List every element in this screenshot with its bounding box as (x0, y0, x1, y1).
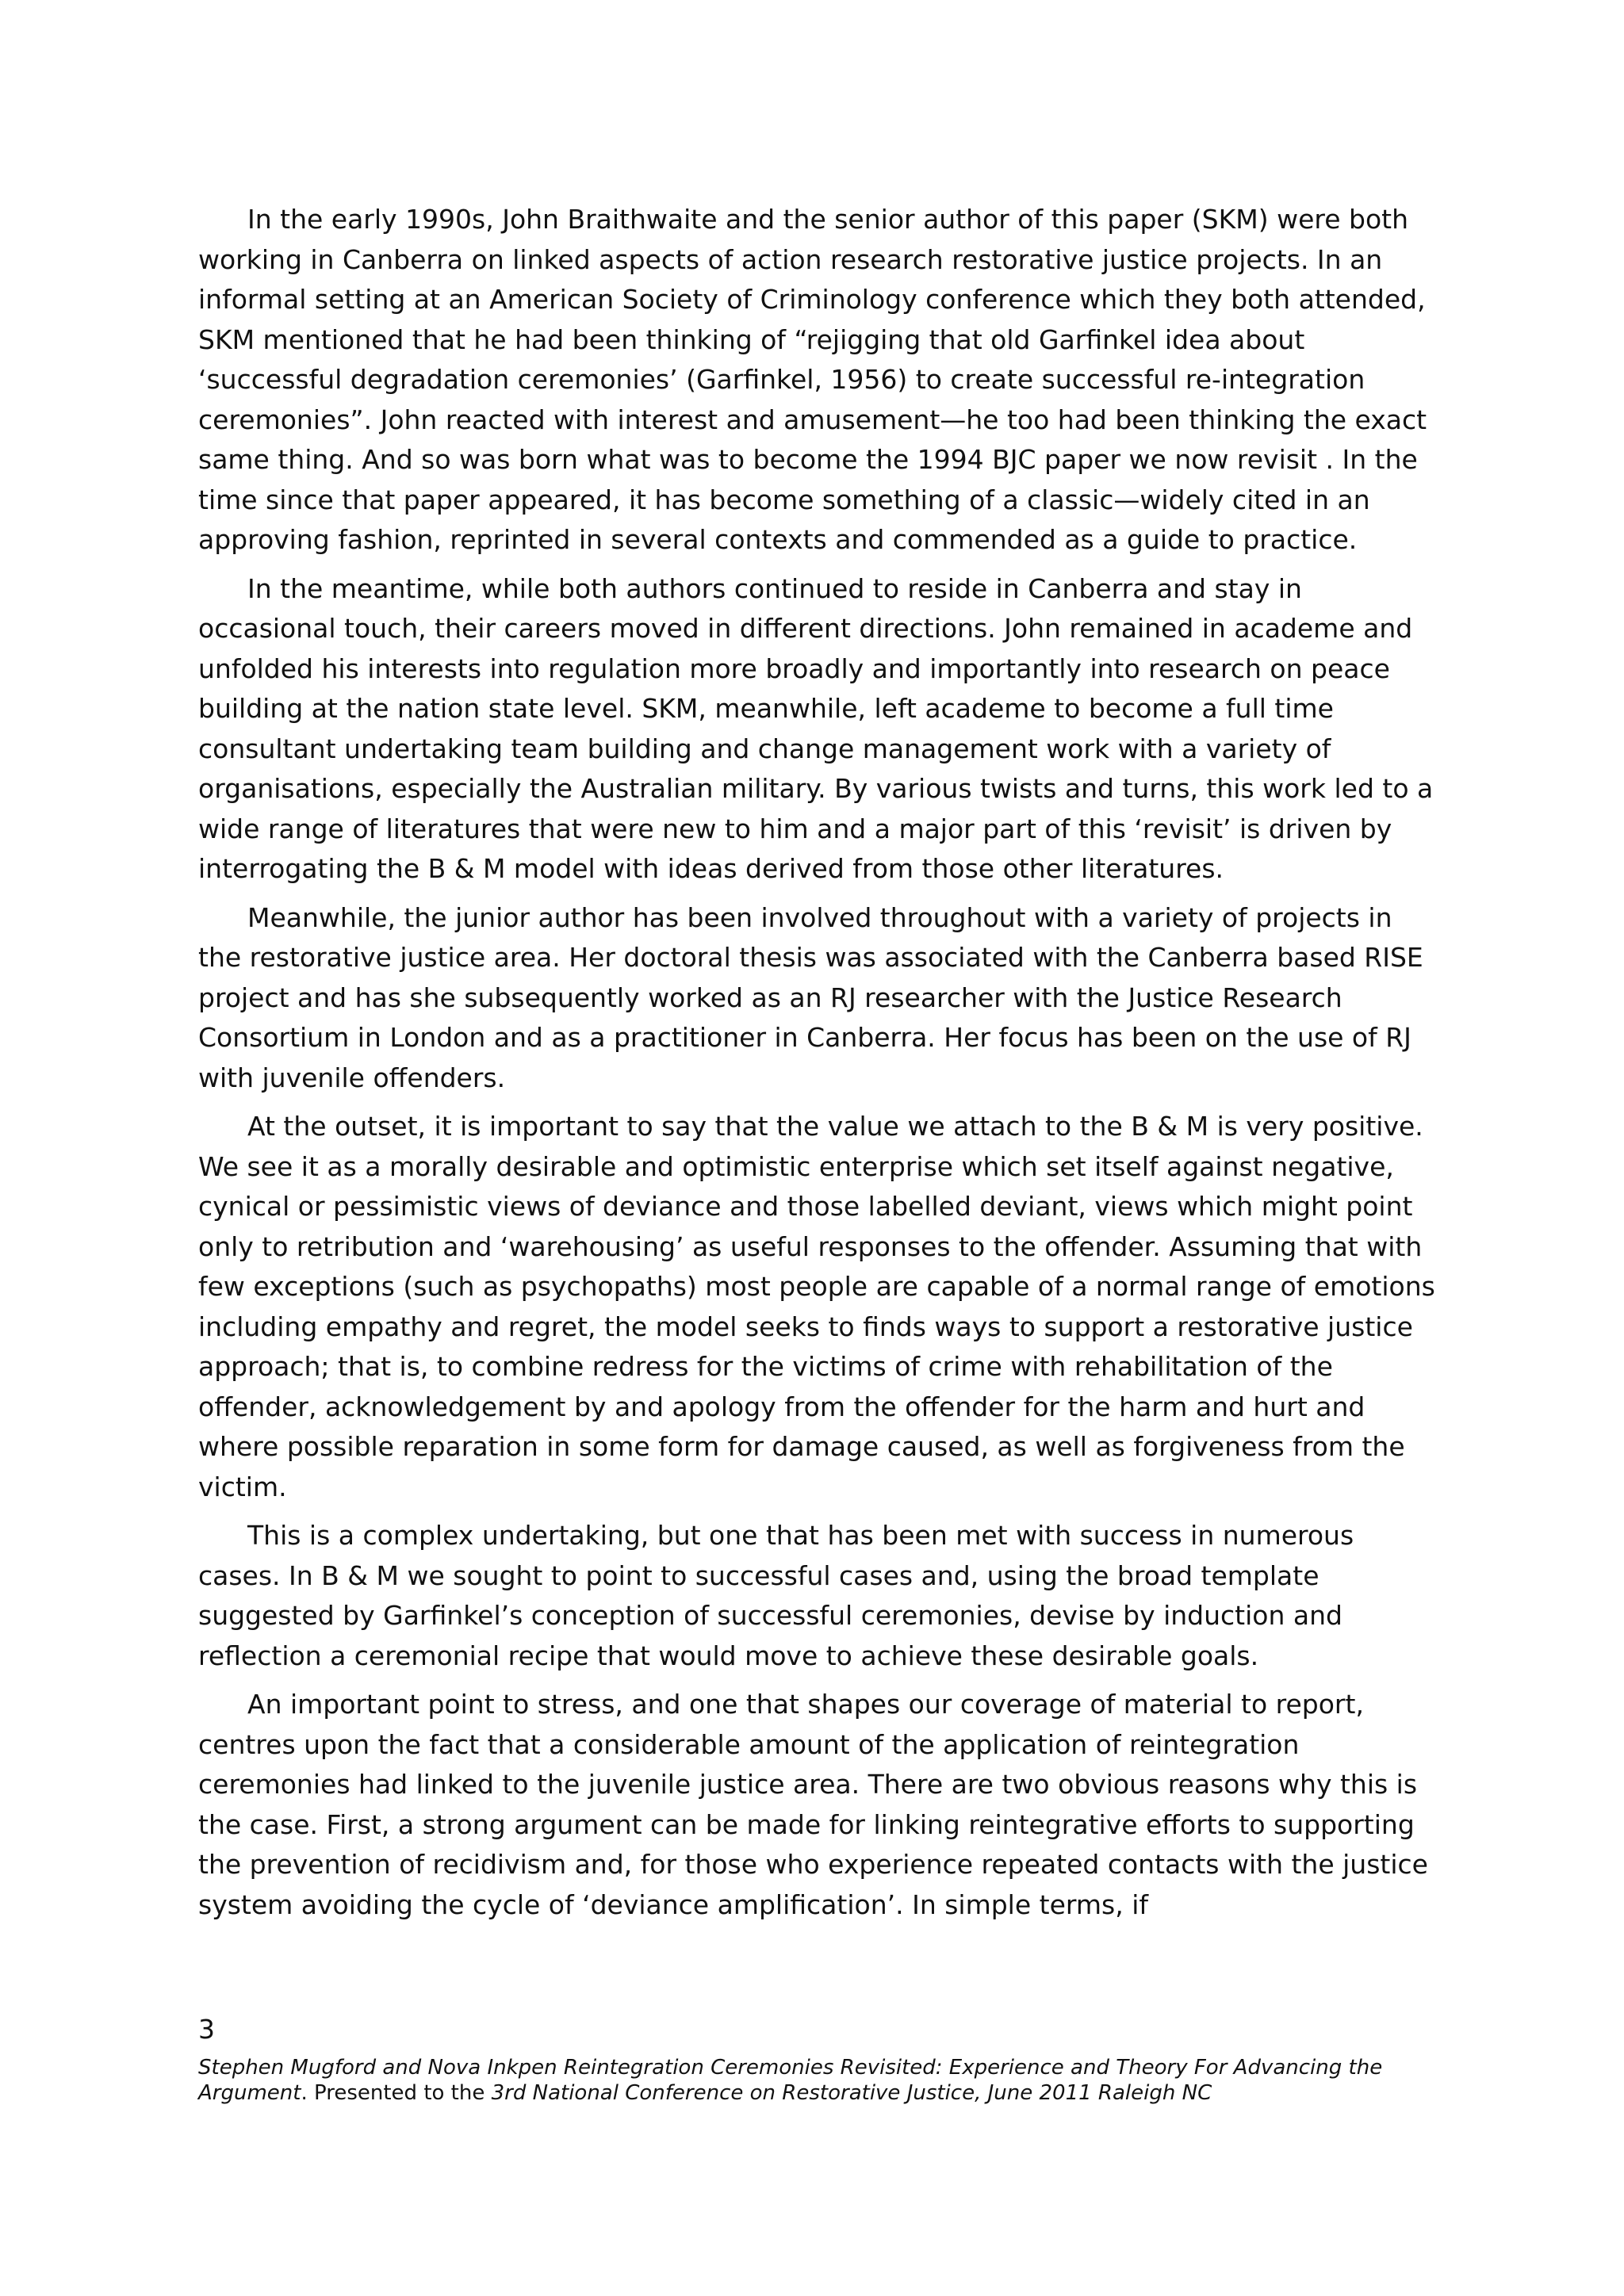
footer-citation (198, 2055, 1451, 2106)
paragraph-5: This is a complex undertaking, but one that has been met with success in numerous cases. In B & M we sought to point to successful cases and, using the broad template suggested by Garfinkel’s conception of successful ceremonies, devise by induction and reflection a ceremonial recipe that would move to achieve these desirable goals. (198, 1520, 1354, 1671)
page-number: 3 (198, 2014, 215, 2045)
paragraph-6: An important point to stress, and one that shapes our coverage of material to report, centres upon the fact that a considerable amount of the application of reintegration ceremonies had linked to the juvenile justice area. There are two obvious reasons why this is the case. First, a strong argument can be made for linking reintegrative efforts to supporting the prevention of recidivism and, for those who experience repeated contacts with the justice system avoiding the cycle of ‘deviance amplification’. In simple terms, if (198, 1689, 1428, 1920)
body-text (198, 200, 1443, 1934)
footer-authors-title: Stephen Mugford and Nova Inkpen Reintegration Ceremonies Revisited: Experience and Theory For Advancing the Argument (198, 2056, 1383, 2105)
paragraph-2: In the meantime, while both authors continued to reside in Canberra and stay in occasional touch, their careers moved in different directions. John remained in academe and unfolded his interests into regulation more broadly and importantly into research on peace building at the nation state level. SKM, meanwhile, left academe to become a full time consultant undertaking team building and change management work with a variety of organisations, especially the Australian military. By various twists and turns, this work led to a wide range of literatures that were new to him and a major part of this ‘revisit’ is driven by interrogating the B & M model with ideas derived from those other literatures. (198, 572, 1434, 884)
footer-conference: 3rd National Conference on Restorative Justice, June 2011 Raleigh NC (491, 2081, 1212, 2105)
paragraph-4: At the outset, it is important to say that the value we attach to the B & M is very positive. We see it as a morally desirable and optimistic enterprise which set itself against negative, cynical or pessimistic views of deviance and those labelled deviant, views which might point only to retribution and ‘warehousing’ as useful responses to the offender. Assuming that with few exceptions (such as psychopaths) most people are capable of a normal range of emotions including empathy and regret, the model seeks to finds ways to support a restorative justice approach; that is, to combine redress for the victims of crime with rehabilitation of the offender, acknowledgement by and apology from the offender for the harm and hurt and where possible reparation in some form for damage caused, as well as forgiveness from the victim. (198, 1111, 1435, 1502)
footer-presented-to: . Presented to the (301, 2081, 492, 2105)
paragraph-3: Meanwhile, the junior author has been involved throughout with a variety of projects in the restorative justice area. Her doctoral thesis was associated with the Canberra based RISE project and has she subsequently worked as an RJ researcher with the Justice Research Consortium in London and as a practitioner in Canberra. Her focus has been on the use of RJ with juvenile offenders. (198, 901, 1423, 1093)
paragraph-1: In the early 1990s, John Braithwaite and the senior author of this paper (SKM) were both working in Canberra on linked aspects of action research restorative justice projects. In an informal setting at an American Society of Criminology conference which they both attended, SKM mentioned that he had been thinking of “rejigging that old Garfinkel idea about ‘successful degradation ceremonies’ (Garfinkel, 1956) to create successful re-integration ceremonies”. John reacted with interest and amusement—he too had been thinking the exact same thing. And so was born what was to become the 1994 BJC paper we now revisit . In the time since that paper appeared, it has become something of a classic—widely cited in an approving fashion, reprinted in several contexts and commended as a guide to practice. (198, 204, 1427, 555)
